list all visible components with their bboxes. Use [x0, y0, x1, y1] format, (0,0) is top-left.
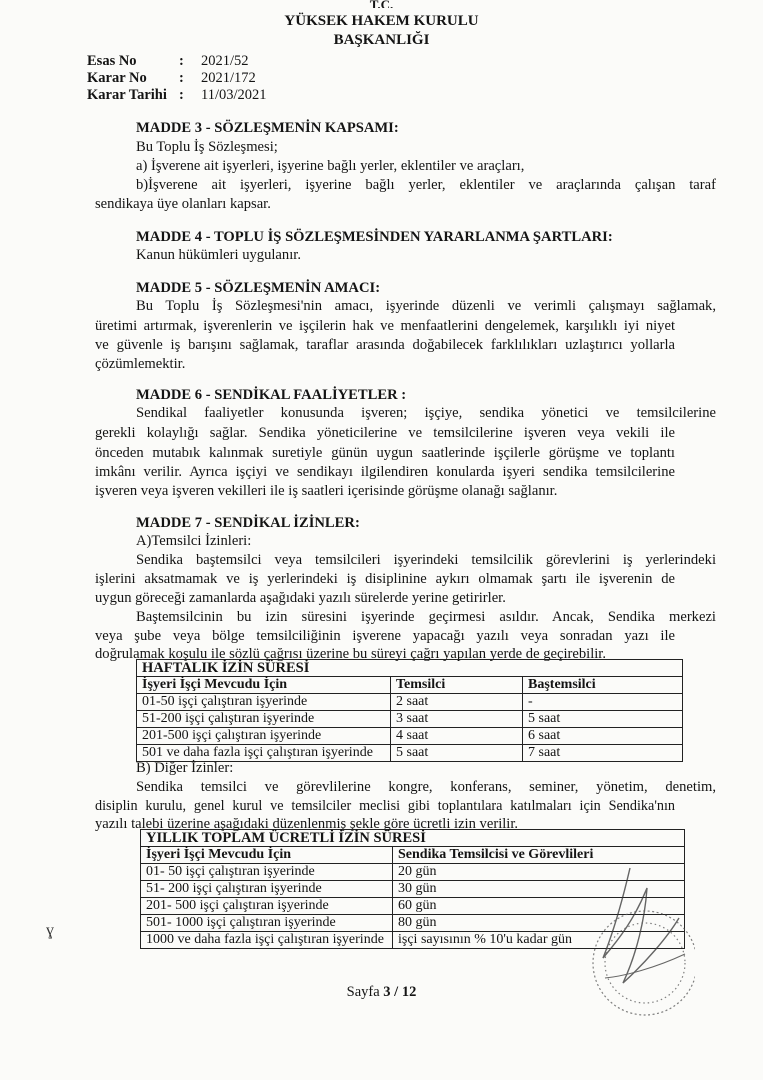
table-header-row: [137, 677, 683, 694]
paragraph-line: Sendikal faaliyetler konusunda işveren; işçiye, sendika yönetici ve temsilcilerine: [136, 405, 716, 421]
paragraph-line: Kanun hükümleri uygulanır.: [136, 247, 301, 263]
paragraph-line: disiplin kurulu, genel kurul ve temsilciler meclisi gibi toplantılara katılmaları için Sendika'nın: [95, 798, 675, 814]
table-row: [137, 711, 683, 728]
header-cut-line: T.C.: [369, 0, 394, 8]
paragraph-line: b)İşverene ait işyerleri, işyerine bağlı yerler, eklentiler ve araçlarında çalışan taraf: [136, 177, 716, 193]
paragraph-line: üretimi artırmak, işverenlerin ve işçilerin hak ve menfaatlerini dengelemek, karşılıklı iyi niyet: [95, 318, 675, 334]
table-cell: 501 ve daha fazla işçi çalıştıran işyerinde: [137, 745, 391, 762]
table-cell: 01- 50 işçi çalıştıran işyerinde: [141, 864, 393, 881]
table-title-row: [141, 830, 685, 847]
paragraph-line: Bu Toplu İş Sözleşmesi'nin amacı, işyerinde düzenli ve verimli çalışmayı sağlamak,: [136, 298, 716, 314]
subsection-b-heading: B) Diğer İzinler:: [136, 760, 234, 776]
table-cell: 3 saat: [391, 711, 523, 728]
table-row: [137, 728, 683, 745]
paragraph-line: çözümlemektir.: [95, 356, 186, 372]
table-cell: 51-200 işçi çalıştıran işyerinde: [137, 711, 391, 728]
table-cell: işçi sayısının % 10'u kadar gün: [393, 932, 685, 949]
article-5-heading: MADDE 5 - SÖZLEŞMENİN AMACI:: [136, 280, 381, 296]
column-header: Baştemsilci: [523, 677, 683, 694]
column-header: İşyeri İşçi Mevcudu İçin: [137, 677, 391, 694]
table-cell: 20 gün: [393, 864, 685, 881]
article-6-heading: MADDE 6 - SENDİKAL FAALİYETLER :: [136, 387, 407, 403]
paragraph-line: Sendika temsilci ve görevlilerine kongre, konferans, seminer, yönetim, denetim,: [136, 779, 716, 795]
table-cell: 201- 500 işçi çalıştıran işyerinde: [141, 898, 393, 915]
table-cell: 60 gün: [393, 898, 685, 915]
subsection-a-heading: A)Temsilci İzinleri:: [136, 533, 252, 549]
paragraph-line: a) İşverene ait işyerleri, işyerine bağlı yerler, eklentiler ve araçları,: [136, 158, 525, 174]
paragraph-line: gerekli kolaylığı sağlar. Sendika yöneticilerine ve temsilcilerine işveren veya vekili ile: [95, 425, 675, 441]
paragraph-line: Baştemsilcinin bu izin süresini işyerinde geçirmesi asıldır. Ancak, Sendika merkezi: [136, 609, 716, 625]
paragraph-line: doğrulamak koşulu ile sözlü çağrısı üzerine bu süreyi çağrı yapılan yerde de geçirebilir.: [95, 646, 607, 662]
column-header: Temsilci: [391, 677, 523, 694]
column-header: Sendika Temsilcisi ve Görevlileri: [393, 847, 685, 864]
table-cell: 6 saat: [523, 728, 683, 745]
margin-mark: ɣ: [46, 922, 54, 939]
table-cell: 80 gün: [393, 915, 685, 932]
meta-karar-no: Karar No : 2021/172: [87, 70, 256, 86]
paragraph-line: ve güvenle iş barışını sağlamak, taraflar arasında doğabilecek farklılıkları uzlaştırıcı yollarla: [95, 337, 675, 353]
table-title: YILLIK TOPLAM ÜCRETLİ İZİN SÜRESİ: [141, 830, 685, 847]
paragraph-line: uygun göreceği zamanlarda aşağıdaki yazılı sürelerde yerine getirirler.: [95, 590, 506, 606]
paragraph-line: yazılı talebi üzerine aşağıdaki düzenlenmiş şekle göre ücretli izin verilir.: [95, 816, 519, 832]
signature-stamp-icon: [575, 858, 695, 1028]
paragraph-line: veya şube veya bölge temsilciliğinin işverene yapacağı yazılı veya sonradan yazı ile: [95, 628, 675, 644]
meta-esas-no: Esas No : 2021/52: [87, 53, 249, 69]
table-cell: 7 saat: [523, 745, 683, 762]
article-3-heading: MADDE 3 - SÖZLEŞMENİN KAPSAMI:: [136, 120, 399, 136]
header-title: YÜKSEK HAKEM KURULU: [284, 13, 479, 29]
article-7-heading: MADDE 7 - SENDİKAL İZİNLER:: [136, 515, 360, 531]
paragraph-line: önceden mutabık kalınmak suretiyle günün uygun saatlerinde işçilerle görüşme ve toplantı: [95, 445, 675, 461]
meta-karar-tarihi: Karar Tarihi : 11/03/2021: [87, 87, 267, 103]
weekly-leave-table: [136, 659, 683, 762]
table-cell: 2 saat: [391, 694, 523, 711]
table-cell: 51- 200 işçi çalıştıran işyerinde: [141, 881, 393, 898]
table-cell: -: [523, 694, 683, 711]
table-cell: 5 saat: [391, 745, 523, 762]
table-title: HAFTALIK İZİN SÜRESİ: [137, 660, 683, 677]
table-cell: 501- 1000 işçi çalıştıran işyerinde: [141, 915, 393, 932]
header-subtitle: BAŞKANLIĞI: [333, 32, 430, 48]
case-meta: [87, 53, 267, 104]
column-header: İşyeri İşçi Mevcudu İçin: [141, 847, 393, 864]
table-cell: 4 saat: [391, 728, 523, 745]
table-cell: 30 gün: [393, 881, 685, 898]
page-number: Sayfa 3 / 12: [346, 984, 417, 1000]
paragraph-line: işlerini aksatmamak ve iş yerlerindeki iş disiplinine aykırı olmamak şartı ile işverenin de: [95, 571, 675, 587]
table-cell: 5 saat: [523, 711, 683, 728]
table-cell: 1000 ve daha fazla işçi çalıştıran işyerinde: [141, 932, 393, 949]
table-cell: 01-50 işçi çalıştıran işyerinde: [137, 694, 391, 711]
table-cell: 201-500 işçi çalıştıran işyerinde: [137, 728, 391, 745]
paragraph-line: Sendika baştemsilci veya temsilcileri işyerindeki temsilcilik görevlerini iş yerlerindeki: [136, 552, 716, 568]
table-row: [137, 694, 683, 711]
paragraph-line: Bu Toplu İş Sözleşmesi;: [136, 139, 278, 155]
paragraph-line: işveren veya işveren vekilleri ile iş saatleri içerisinde görüşme olanağı sağlanır.: [95, 483, 558, 499]
paragraph-line: imkânı verilir. Ayrıca işçiyi ve sendikayı ilgilendiren konularda işyeri sendika temsilcilerine: [95, 464, 675, 480]
paragraph-line: sendikaya üye olanları kapsar.: [95, 196, 271, 212]
article-4-heading: MADDE 4 - TOPLU İŞ SÖZLEŞMESİNDEN YARARLANMA ŞARTLARI:: [136, 229, 613, 245]
table-title-row: [137, 660, 683, 677]
